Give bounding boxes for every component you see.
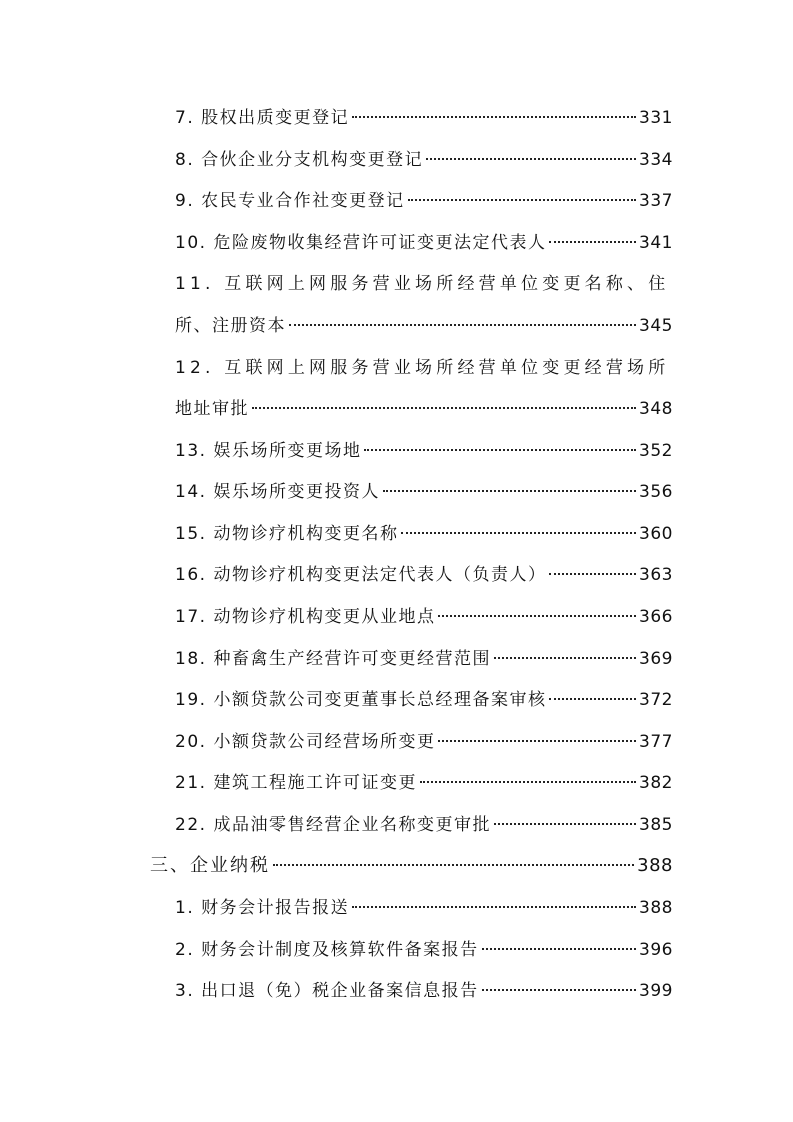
dot-leader [408,199,636,201]
toc-entry-label: 19. 小额贷款公司变更董事长总经理备案审核 [175,690,547,710]
toc-entry-page: 341 [639,233,673,253]
dot-leader [420,781,636,783]
toc-entry[interactable] [175,522,673,546]
toc-entry-page: 396 [639,940,673,960]
toc-section-label: 三、企业纳税 [150,855,270,876]
toc-entry[interactable] [175,231,673,255]
toc-entry-page: 334 [639,150,673,170]
toc-entry-first-line[interactable] [175,272,673,296]
toc-entry[interactable] [175,896,673,920]
dot-leader [426,158,636,160]
toc-entry-label: 1. 财务会计报告报送 [175,898,350,918]
toc-entry[interactable] [175,106,673,130]
dot-leader [549,241,636,243]
toc-entry-label: 10. 危险废物收集经营许可证变更法定代表人 [175,233,547,253]
toc-entry-label: 21. 建筑工程施工许可证变更 [175,773,417,793]
toc-entry-label: 3. 出口退（免）税企业备案信息报告 [175,981,479,1001]
toc-entry[interactable] [175,397,673,421]
toc-entry-label: 11. 互联网上网服务营业场所经营单位变更名称、住 [175,274,670,294]
toc-entry[interactable] [175,979,673,1003]
dot-leader [494,823,636,825]
toc-entry-page: 352 [639,441,673,461]
dot-leader [549,573,636,575]
toc-entry-label: 14. 娱乐场所变更投资人 [175,482,380,502]
toc-entry-page: 399 [639,981,673,1001]
toc-entry-label: 7. 股权出质变更登记 [175,108,350,128]
toc-entry[interactable] [175,938,673,962]
toc-entry-label: 所、注册资本 [175,316,286,336]
dot-leader [438,740,636,742]
toc-entry[interactable] [175,563,673,587]
toc-entry-page: 377 [639,732,673,752]
toc-entry-page: 345 [639,316,673,336]
toc-entry[interactable] [175,439,673,463]
toc-entry-page: 388 [637,855,673,876]
toc-entry-page: 348 [639,399,673,419]
toc-entry[interactable] [175,730,673,754]
toc-entry-label: 2. 财务会计制度及核算软件备案报告 [175,940,479,960]
toc-entry-page: 388 [639,898,673,918]
dot-leader [273,864,634,866]
toc-entry-label: 20. 小额贷款公司经营场所变更 [175,732,436,752]
toc-entry-page: 372 [639,690,673,710]
toc-entry-label: 16. 动物诊疗机构变更法定代表人（负责人） [175,565,547,585]
dot-leader [383,490,636,492]
toc-entry[interactable] [175,605,673,629]
toc-entry-label: 地址审批 [175,399,249,419]
dot-leader [438,615,636,617]
toc-entry-label: 13. 娱乐场所变更场地 [175,441,362,461]
toc-entry-label: 15. 动物诊疗机构变更名称 [175,524,399,544]
toc-entry-label: 8. 合伙企业分支机构变更登记 [175,150,424,170]
toc-entry-page: 366 [639,607,673,627]
toc-entry-label: 18. 种畜禽生产经营许可变更经营范围 [175,649,491,669]
toc-entry-page: 356 [639,482,673,502]
dot-leader [549,698,636,700]
toc-entry-page: 385 [639,815,673,835]
toc-entry-page: 382 [639,773,673,793]
toc-entry[interactable] [175,688,673,712]
dot-leader [364,449,636,451]
toc-entry[interactable] [175,314,673,338]
toc-entry-label: 17. 动物诊疗机构变更从业地点 [175,607,436,627]
toc-entry[interactable] [175,813,673,837]
toc-entry-page: 360 [639,524,673,544]
toc-entry[interactable] [175,480,673,504]
dot-leader [352,906,636,908]
dot-leader [252,407,636,409]
dot-leader [482,948,636,950]
dot-leader [289,324,636,326]
dot-leader [494,657,636,659]
toc-section-heading[interactable] [150,854,673,878]
toc-entry-page: 363 [639,565,673,585]
toc-entry[interactable] [175,647,673,671]
toc-entry-first-line[interactable] [175,356,673,380]
toc-entry-page: 331 [639,108,673,128]
toc-entry-label: 22. 成品油零售经营企业名称变更审批 [175,815,491,835]
dot-leader [482,989,636,991]
toc-entry-page: 337 [639,191,673,211]
dot-leader [352,116,636,118]
dot-leader [401,532,636,534]
toc-entry-label: 9. 农民专业合作社变更登记 [175,191,405,211]
toc-entry[interactable] [175,189,673,213]
toc-entry[interactable] [175,771,673,795]
toc-entry-page: 369 [639,649,673,669]
toc-entry-label: 12. 互联网上网服务营业场所经营单位变更经营场所 [175,358,670,378]
toc-entry[interactable] [175,148,673,172]
